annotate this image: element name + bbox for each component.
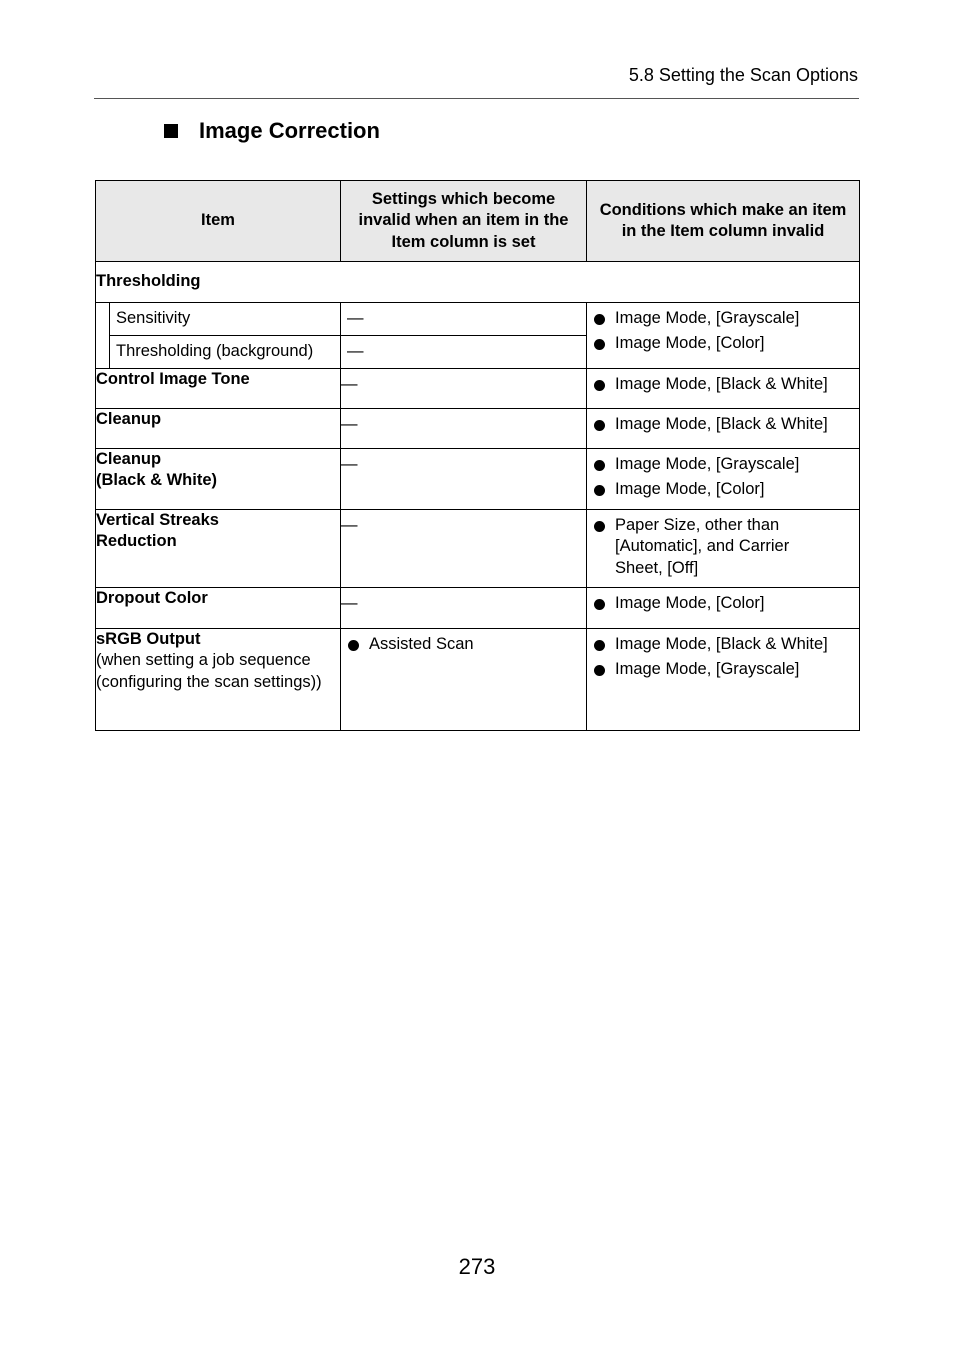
item-cell [96,510,341,588]
scan-options-table [95,180,860,731]
table-row [96,510,860,588]
item-title-line2: Reduction [96,532,177,551]
sub-item-thresholding-background: Thresholding (background) [110,336,341,369]
item-cell: Dropout Color [96,588,341,629]
item-cell [96,449,341,510]
list-item: Assisted Scan [341,634,586,655]
column-header-item: Item [96,181,341,262]
list-item: Image Mode, [Grayscale] [587,659,859,680]
sub-item-sensitivity: Sensitivity [110,303,341,336]
square-bullet-icon [164,124,178,138]
conditions-cell [587,369,860,409]
table-row [96,262,860,303]
table-header-row [96,181,860,262]
section-heading [164,118,380,144]
table-row [96,588,860,629]
setting-cell: — [341,449,587,510]
header-rule [94,98,859,99]
item-cell: Cleanup [96,409,341,449]
conditions-cell [587,409,860,449]
conditions-cell [587,303,860,369]
conditions-cell [587,449,860,510]
list-item: Image Mode, [Black & White] [587,634,859,655]
setting-cell: — [341,510,587,588]
table-row [96,449,860,510]
running-header: 5.8 Setting the Scan Options [628,65,858,85]
list-item: Image Mode, [Grayscale] [587,454,859,475]
page-number: 273 [458,1254,496,1279]
section-title: Image Correction [199,118,380,143]
item-cell [96,629,341,731]
setting-cell: — [341,588,587,629]
list-item: Image Mode, [Color] [587,479,859,500]
list-item: Image Mode, [Black & White] [587,374,859,395]
list-item: Image Mode, [Color] [587,333,859,354]
thresholding-label: Thresholding [96,262,860,303]
table-row [96,409,860,449]
list-item: Paper Size, other than [Automatic], and Carrier Sheet, [Off] [587,515,829,579]
column-header-conditions: Conditions which make an item in the Item column invalid [587,181,860,262]
item-title: Vertical Streaks [96,511,219,529]
setting-cell: — [341,369,587,409]
table-row [96,303,860,336]
item-note: (when setting a job sequence (configuring the scan settings)) [96,651,322,691]
item-title: sRGB Output [96,630,201,648]
setting-cell: — [341,303,587,336]
conditions-cell [587,510,860,588]
column-header-settings: Settings which become invalid when an item in the Item column is set [341,181,587,262]
item-title: Cleanup [96,450,162,468]
table-row [96,369,860,409]
list-item: Image Mode, [Grayscale] [587,308,859,329]
conditions-cell [587,629,860,731]
table-row [96,629,860,731]
indent-spacer [96,303,110,369]
list-item: Image Mode, [Black & White] [587,414,859,435]
list-item: Image Mode, [Color] [587,593,859,614]
setting-cell: — [341,336,587,369]
conditions-cell [587,588,860,629]
item-title-line2: (Black & White) [96,471,218,490]
setting-cell: — [341,409,587,449]
item-cell: Control Image Tone [96,369,341,409]
setting-cell [341,629,587,731]
